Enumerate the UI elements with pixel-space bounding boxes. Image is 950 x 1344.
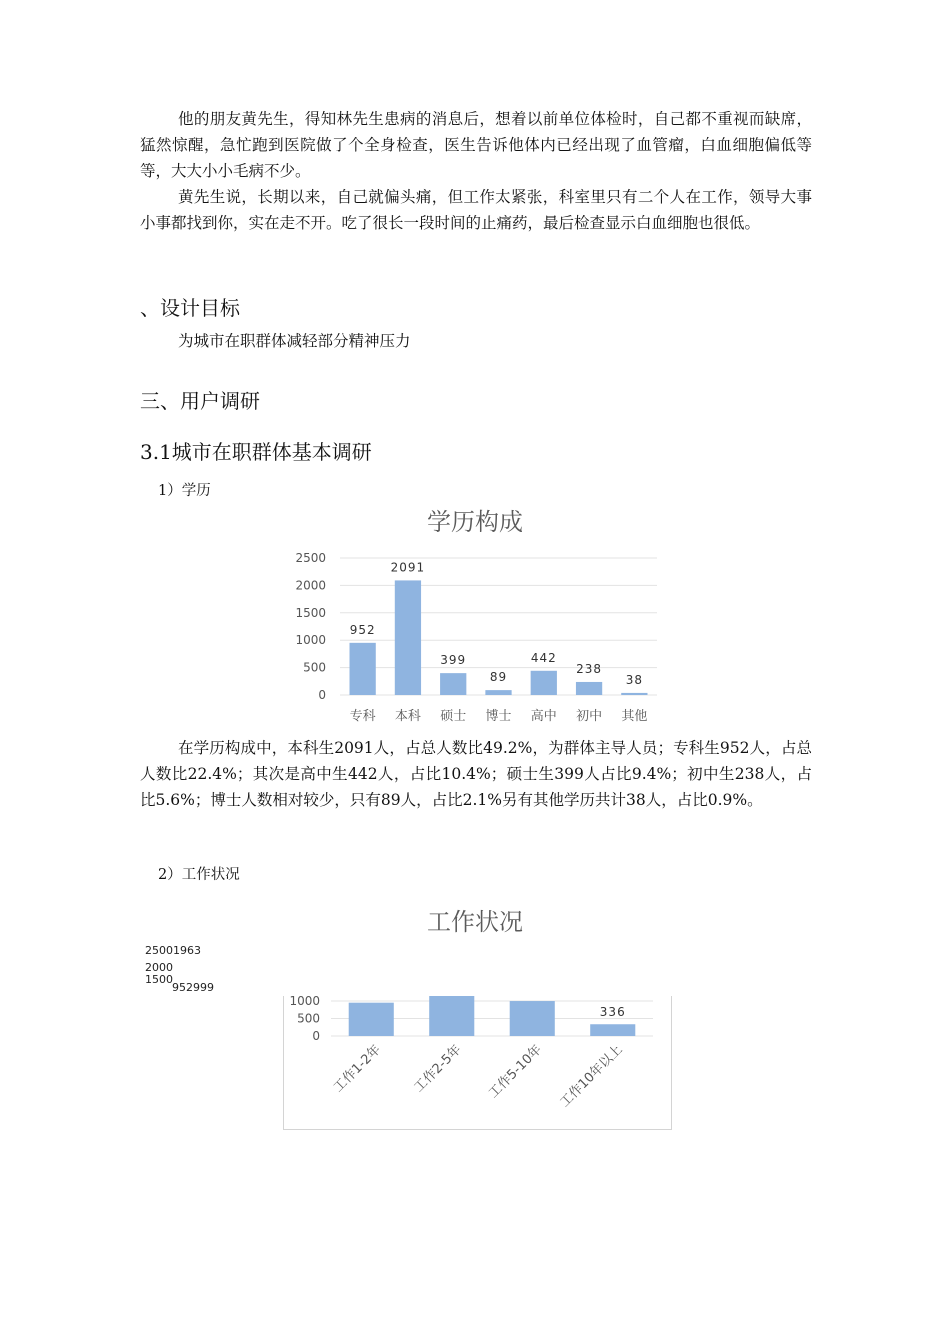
data-label: 442 [530,650,557,665]
x-tick-label: 工作2-5年 [411,1042,465,1096]
x-tick-label: 工作5-10年 [486,1042,546,1102]
data-label: 952 [349,622,376,637]
stray-axis-label-1: 25001963 [145,944,201,957]
data-label: 2091 [390,560,426,575]
y-tick-label: 0 [312,1029,320,1043]
x-tick-label: 高中 [530,709,557,724]
stray-axis-label-4: 952999 [172,981,214,994]
x-tick-label: 工作10年以上 [557,1042,626,1111]
bar [440,673,466,695]
work-status-item-label: 2）工作状况 [158,867,240,883]
work-status-chart-title: 工作状况 [427,908,523,936]
education-analysis-paragraph: 在学历构成中，本科生2091人，占总人数比49.2%，为群体主导人员；专科生952人，占总人数比22.4%；其次是高中生442人，占比10.4%；硕士生399人占比9.4%；初中生238人，占比5.6%；博士人数相对较少，只有89人，占比2.1%另有其他学历共计38人，占比0.9%。 [140,739,812,809]
y-tick-label: 2500 [295,551,326,565]
data-label: 399 [440,653,467,668]
user-research-subheading: 3.1城市在职群体基本调研 [140,440,372,464]
x-tick-label: 其他 [621,709,648,724]
data-label: 38 [625,672,643,687]
stray-axis-label-2: 2000 [145,961,173,974]
design-goal-text: 为城市在职群体减轻部分精神压力 [178,332,411,350]
x-tick-label: 初中 [576,709,603,724]
data-label: 89 [489,670,508,685]
x-tick-label: 硕士 [440,709,467,724]
y-tick-label: 1000 [295,633,326,648]
paragraph-2: 黄先生说，长期以来，自己就偏头痛，但工作太紧张，科室里只有二个人在工作，领导大事小事都找到你，实在走不开。吃了很长一段时间的止痛药，最后检查显示白血细胞也很低。 [140,188,812,232]
x-tick-label: 工作1-2年 [330,1042,385,1096]
x-tick-label: 本科 [394,709,421,724]
education-chart-title: 学历构成 [427,508,523,536]
y-tick-label: 1500 [295,605,326,620]
y-tick-label: 1000 [289,994,320,1008]
design-goal-heading: 、设计目标 [140,296,240,320]
paragraph-1: 他的朋友黄先生，得知林先生患病的消息后，想着以前单位体检时，自己都不重视而缺席，猛然惊醒，急忙跑到医院做了个全身检查，医生告诉他体内已经出现了血管瘤，白血细胞偏低等等，大大小小毛病不少。 [140,110,812,180]
work-status-bar-chart [283,990,671,1130]
bar [485,690,511,695]
bar [429,996,474,1036]
education-bar-chart [280,545,680,730]
y-tick-label: 500 [297,1011,320,1026]
x-tick-label: 专科 [349,709,376,724]
x-tick-label: 博士 [485,709,512,724]
bar [576,682,602,695]
bar [395,580,421,695]
user-research-heading: 三、用户调研 [140,389,260,413]
y-tick-label: 500 [303,660,326,675]
y-tick-label: 2000 [295,578,326,593]
bar [510,1001,555,1036]
data-label: 336 [599,1005,626,1020]
bar [531,671,557,695]
education-item-label: 1）学历 [158,483,211,499]
stray-axis-label-3: 1500 [145,973,173,986]
y-tick-label: 0 [318,688,326,702]
data-label: 238 [576,661,603,676]
bar [350,643,376,695]
bar [621,693,647,695]
bar [349,1003,394,1036]
bar [590,1024,635,1036]
